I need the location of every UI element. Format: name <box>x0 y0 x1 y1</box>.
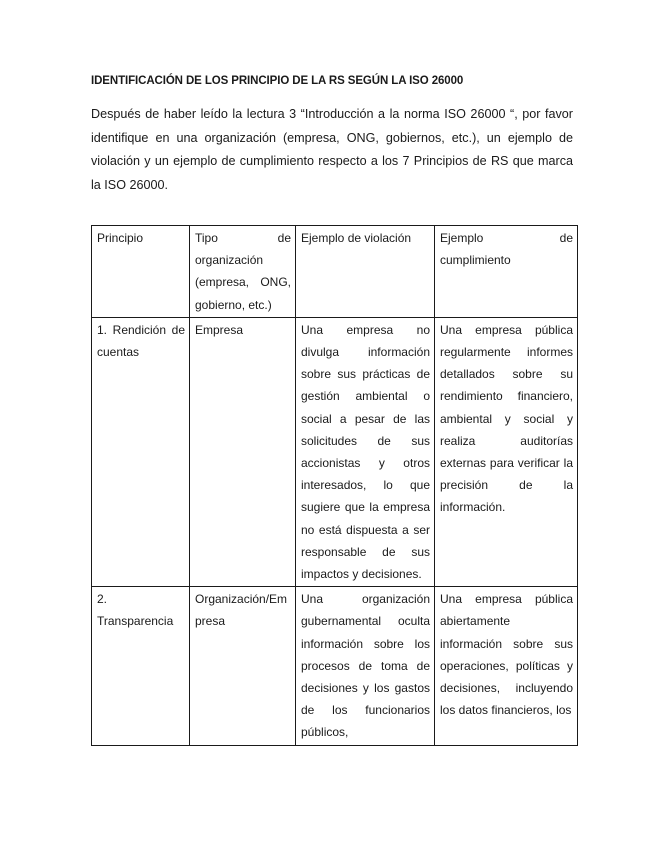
cell-principio: 2. Transparencia <box>92 587 190 745</box>
principles-table <box>91 225 578 746</box>
cell-cumplimiento: Una empresa pública regularmente informes detallados sobre su rendimiento financiero, ambiental y social y realiza auditorías externas para verificar la precisión de la información. <box>435 317 578 586</box>
header-principio: Principio <box>92 226 190 318</box>
cell-violacion: Una organización gubernamental oculta información sobre los procesos de toma de decisiones y los gastos de los funcionarios públicos, <box>296 587 435 745</box>
cell-principio: 1. Rendición de cuentas <box>92 317 190 586</box>
table-row <box>92 317 578 586</box>
table-row <box>92 587 578 745</box>
cell-tipo: Empresa <box>190 317 296 586</box>
header-tipo-organizacion: Tipo de organización (empresa, ONG, gobierno, etc.) <box>190 226 296 318</box>
document-title: IDENTIFICACIÓN DE LOS PRINCIPIO DE LA RS SEGÚN LA ISO 26000 <box>91 75 464 87</box>
cell-violacion: Una empresa no divulga información sobre sus prácticas de gestión ambiental o social a pesar de las solicitudes de sus accionistas y otros interesados, lo que sugiere que la empresa no está dispuesta a ser responsable de sus impactos y decisiones. <box>296 317 435 586</box>
cell-cumplimiento: Una empresa pública abiertamente información sobre sus operaciones, políticas y decisiones, incluyendo los datos financieros, los <box>435 587 578 745</box>
cell-tipo: Organización/Empresa <box>190 587 296 745</box>
header-ejemplo-cumplimiento: Ejemplo de cumplimiento <box>435 226 578 318</box>
intro-paragraph: Después de haber leído la lectura 3 “Introducción a la norma ISO 26000 “, por favor identifique en una organización (empresa, ONG, gobiernos, etc.), un ejemplo de violación y un ejemplo de cumplimiento respecto a los 7 Principios de RS que marca la ISO 26000. <box>91 107 573 192</box>
table-header-row <box>92 226 578 318</box>
header-ejemplo-violacion: Ejemplo de violación <box>296 226 435 318</box>
